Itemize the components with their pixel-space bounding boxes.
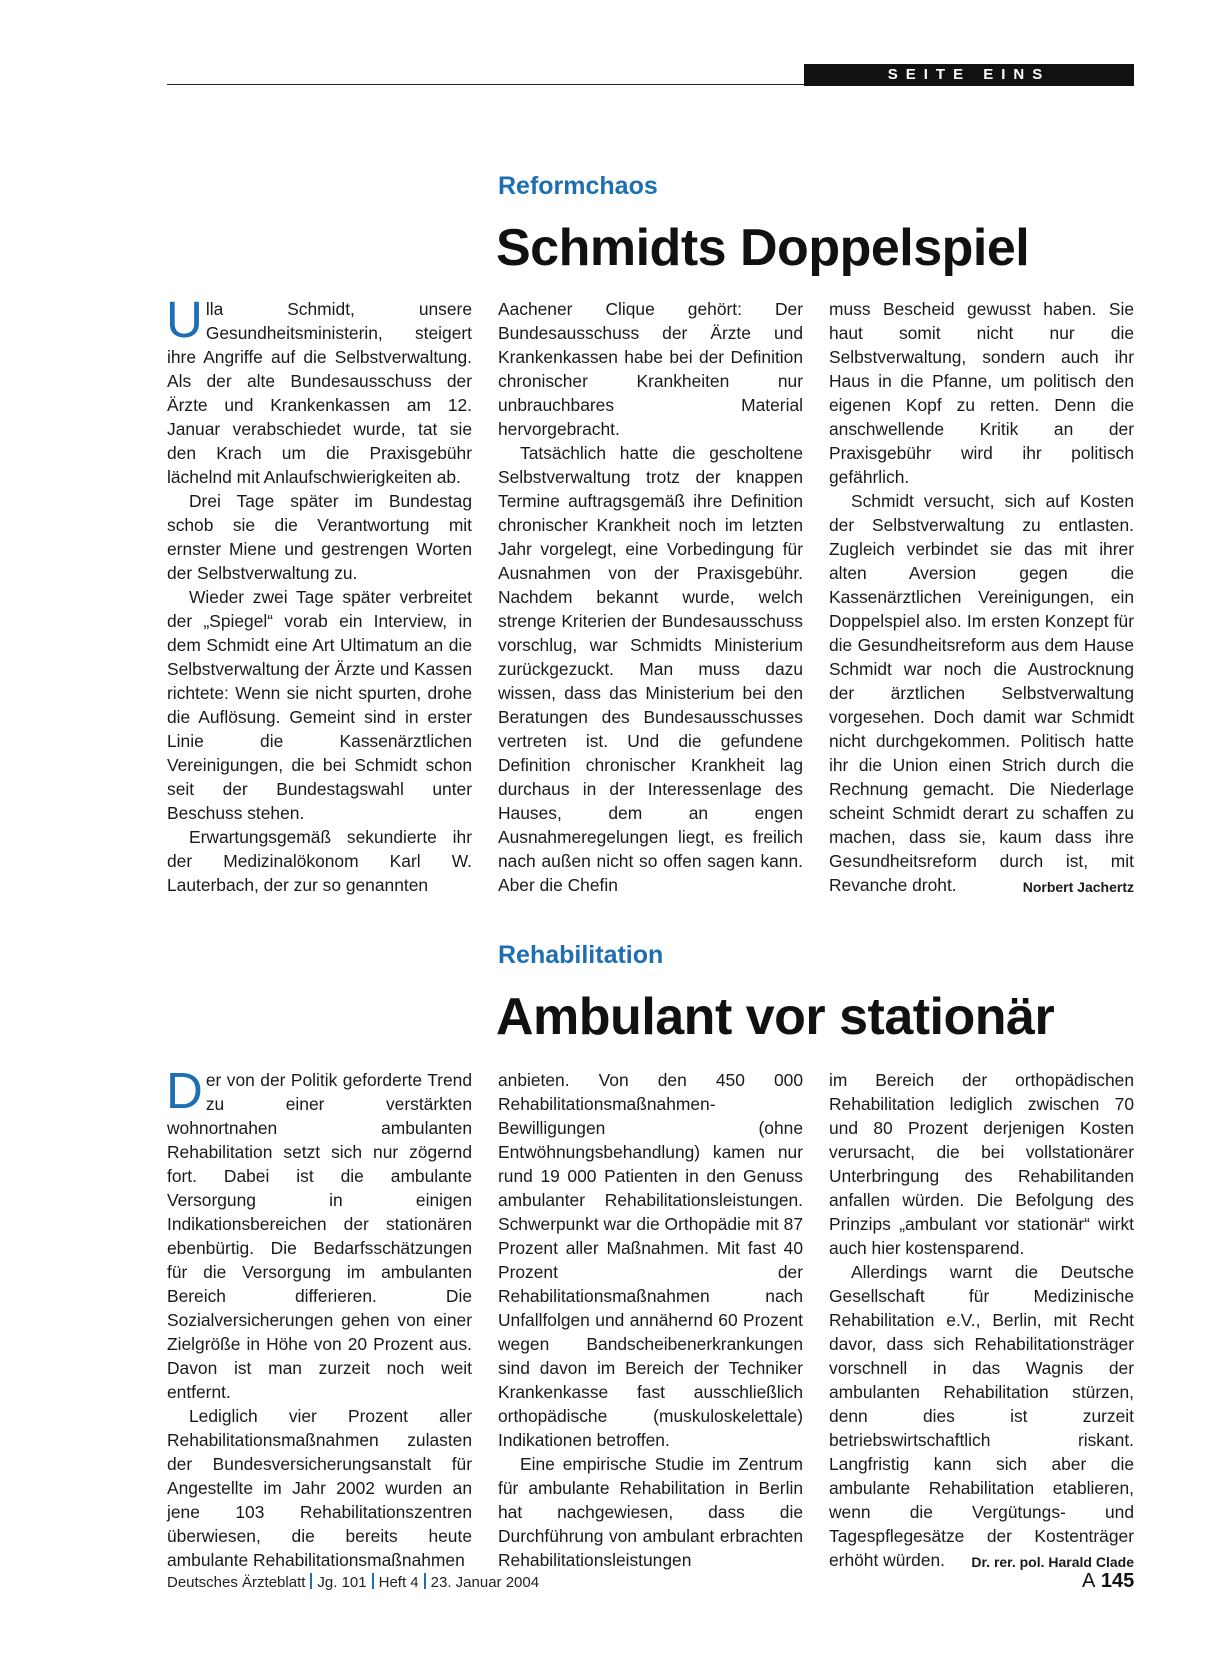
article2-paragraph: im Bereich der orthopädischen Rehabilitation lediglich zwischen 70 und 80 Prozent derjenigen Kosten verursacht, die bei vollstationärer Unterbringung des Rehabilitanden anfallen würden. Die Befolgung des Prinzips „ambulant vor stationär“ wirkt auch hier kostensparend. (829, 1070, 1134, 1258)
article1-paragraph: Schmidt versucht, sich auf Kosten der Selbstverwaltung zu entlasten. Zugleich verbindet sie das mit ihrer alten Aversion gegen die Kassenärztlichen Vereinigungen, ein Doppelspiel also. Im ersten Konzept für die Gesundheitsreform aus dem Hause Schmidt war noch die Austrocknung der ärztlichen Selbstverwaltung vorgesehen. Doch damit war Schmidt nicht durchgekommen. Politisch hatte ihr die Union einen Strich durch die Rechnung gemacht. Die Niederlage scheint Schmidt derart zu schaffen zu machen, dass sie, kaum dass ihre Gesundheitsreform durch ist, mit Revanche droht. Norbert Jachertz (829, 489, 1134, 897)
article1-paragraph: Wieder zwei Tage später verbreitet der „Spiegel“ vorab ein Interview, in dem Schmidt eine Art Ultimatum an die Selbstverwaltung der Ärzte und Kassen richtete: Wenn sie nicht spurten, drohe die Auflösung. Gemeint sind in erster Linie die Kassenärztlichen Vereinigungen, die bei Schmidt schon seit der Bundestagswahl unter Beschuss stehen. (167, 587, 472, 823)
article1-paragraph: muss Bescheid gewusst haben. Sie haut somit nicht nur die Selbstverwaltung, sondern auch ihr Haus in die Pfanne, um politisch den eigenen Kopf zu retten. Denn die anschwellende Kritik an der Praxisgebühr wird ihr politisch gefährlich. (829, 299, 1134, 487)
article2-headline: Ambulant vor stationär (496, 988, 1055, 1046)
article2-paragraph: anbieten. Von den 450 000 Rehabilitationsmaßnahmen-Bewilligungen (ohne Entwöhnungsbehandlung) kamen nur rund 19 000 Patienten in den Genuss ambulanter Rehabilitationsleistungen. Schwerpunkt war die Orthopädie mit 87 Prozent aller Maßnahmen. Mit fast 40 Prozent der Rehabilitationsmaßnahmen nach Unfallfolgen und annähernd 60 Prozent wegen Bandscheibenerkrankungen sind davon im Bereich der Techniker Krankenkasse fast ausschließlich orthopädische (muskuloskelettale) Indikationen betroffen. (498, 1070, 803, 1450)
article2-paragraph: Eine empirische Studie im Zentrum für ambulante Rehabilitation in Berlin hat nachgewiesen, dass die Durchführung von ambulant erbrachten Rehabilitationsleistungen (498, 1454, 803, 1570)
article1-headline: Schmidts Doppelspiel (496, 219, 1030, 277)
footer-separator (424, 1573, 426, 1589)
article2-author: Dr. rer. pol. Harald Clade (971, 1554, 1134, 1570)
journal-date: 23. Januar 2004 (430, 1574, 540, 1591)
footer-separator (372, 1573, 374, 1589)
dropcap: U (166, 291, 203, 348)
article1-author: Norbert Jachertz (1022, 879, 1134, 895)
article1-paragraph: Ulla Schmidt, unsere Gesundheitsministerin, steigert ihre Angriffe auf die Selbstverwaltung. Als der alte Bundesausschuss der Ärzte und Krankenkassen am 12. Januar verabschiedet wurde, tat sie den Krach um die Praxisgebühr lächelnd mit Anlaufschwierigkeiten ab. (166, 291, 472, 487)
article1-paragraph: Drei Tage später im Bundestag schob sie die Verantwortung mit ernster Miene und gestrengen Worten der Selbstverwaltung zu. (167, 491, 472, 583)
page-number-value: 145 (1100, 1570, 1135, 1592)
article1-paragraph: Tatsächlich hatte die gescholtene Selbstverwaltung trotz der knappen Termine auftragsgemäß ihre Definition chronischer Krankheit noch im letzten Jahr vorgelegt, eine Vorbedingung für Ausnahmen von der Praxisgebühr. Nachdem bekannt wurde, welch strenge Kriterien der Bundesausschuss vorschlug, war Schmidts Ministerium zurückgezuckt. Man muss dazu wissen, dass das Ministerium bei den Beratungen des Bundesausschusses vertreten ist. Und die gefundene Definition chronischer Krankheit lag durchaus in der Interessenlage des Hauses, dem an engen Ausnahmeregelungen liegt, es freilich nach außen nicht so offen sagen kann. Aber die Chefin (498, 443, 803, 895)
article2-column-2 (498, 1068, 803, 1572)
article2-paragraph: Allerdings warnt die Deutsche Gesellschaft für Medizinische Rehabilitation e.V., Berlin, mit Recht davor, dass sich Rehabilitationsträger vorschnell in das Wagnis der ambulanten Rehabilitation stürzen, denn dies ist zurzeit betriebswirtschaftlich riskant. Langfristig kann sich aber die ambulante Rehabilitation etablieren, wenn die Vergütungs- und Tagespflegesätze der Kostenträger erhöht würden. Dr. rer. pol. Harald Clade (829, 1260, 1134, 1572)
article1-paragraph: Aachener Clique gehört: Der Bundesausschuss der Ärzte und Krankenkassen habe bei der Definition chronischer Krankheiten nur unbrauchbares Material hervorgebracht. (498, 299, 803, 439)
article1-column-1 (166, 291, 472, 897)
article1-paragraph: Erwartungsgemäß sekundierte ihr der Medizinalökonom Karl W. Lauterbach, der zur so genannten (167, 827, 472, 895)
page-prefix: A (1082, 1570, 1096, 1592)
journal-issue: Heft 4 (378, 1574, 419, 1591)
footer (167, 1573, 539, 1593)
section-tag: SEITE EINS (804, 64, 1134, 86)
footer-separator (310, 1573, 312, 1589)
article1-kicker: Reformchaos (498, 172, 658, 200)
journal-volume: Jg. 101 (317, 1574, 367, 1591)
article2-column-3 (829, 1068, 1134, 1574)
article2-kicker: Rehabilitation (498, 941, 664, 969)
dropcap: D (166, 1062, 203, 1119)
article2-column-1 (166, 1062, 472, 1572)
journal-name: Deutsches Ärzteblatt (167, 1574, 306, 1591)
article1-column-3 (829, 297, 1134, 899)
article2-paragraph: Der von der Politik geforderte Trend zu einer verstärkten wohnortnahen ambulanten Rehabilitation setzt sich nur zögernd fort. Dabei ist die ambulante Versorgung in einigen Indikationsbereichen der stationären ebenbürtig. Die Bedarfsschätzungen für die Versorgung im ambulanten Bereich differieren. Die Sozialversicherungen gehen von einer Zielgröße in Höhe von 20 Prozent aus. Davon ist man zurzeit noch weit entfernt. (166, 1062, 472, 1402)
article1-column-2 (498, 297, 803, 897)
page-number (1082, 1568, 1134, 1594)
article2-paragraph: Lediglich vier Prozent aller Rehabilitationsmaßnahmen zulasten der Bundesversicherungsanstalt für Angestellte im Jahr 2002 wurden an jene 103 Rehabilitationszentren überwiesen, die bereits heute ambulante Rehabilitationsmaßnahmen (167, 1406, 472, 1570)
